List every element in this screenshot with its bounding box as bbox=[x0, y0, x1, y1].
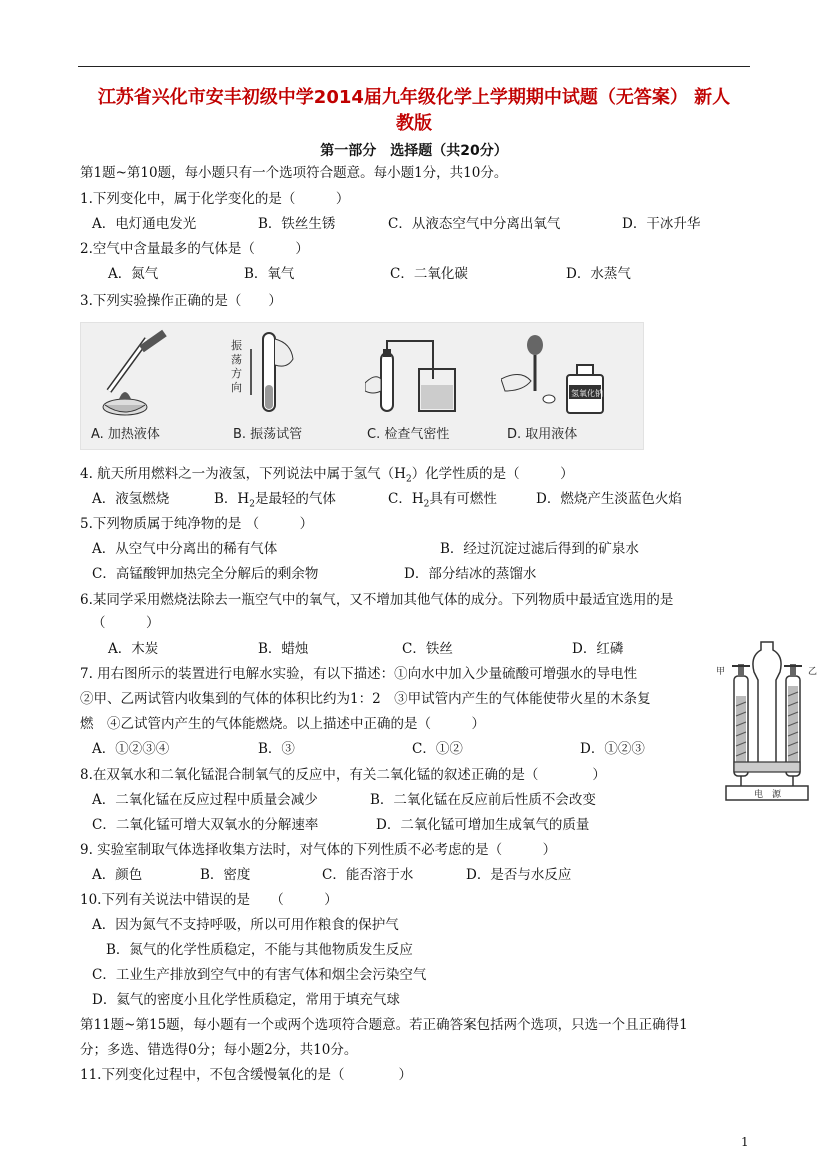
shake-char-1: 振 bbox=[231, 339, 242, 352]
q4-stem: 4. 航天所用燃料之一为液氢，下列说法中属于氢气$(H_2)$化学性质的是（ ） bbox=[80, 466, 574, 485]
q1-option-b: B．铁丝生锈 bbox=[258, 216, 336, 232]
shake-char-4: 向 bbox=[231, 381, 242, 394]
tube-yi-label: 乙 bbox=[808, 667, 818, 677]
power-source-label: 电 源 bbox=[754, 790, 782, 800]
title-line-2: 教版 bbox=[396, 113, 432, 134]
q5-option-a: A．从空气中分离出的稀有气体 bbox=[92, 541, 278, 557]
q10-option-a: A．因为氮气不支持呼吸，所以可用作粮食的保护气 bbox=[92, 917, 399, 933]
q2-option-c: C．二氧化碳 bbox=[390, 266, 468, 282]
q7-option-b: B．③ bbox=[258, 741, 295, 757]
q6-option-c: C．铁丝 bbox=[402, 641, 453, 657]
q11-stem: 11.下列变化过程中，不包含缓慢氧化的是（ ） bbox=[80, 1067, 412, 1083]
q1-option-d: D．干冰升华 bbox=[622, 216, 701, 232]
q7-line-3: 燃 ④乙试管内产生的气体能燃烧。以上描述中正确的是（ ） bbox=[80, 716, 485, 732]
q2-option-a: A．氮气 bbox=[108, 266, 159, 282]
q8-stem: 8.在双氧水和二氧化锰混合制氧气的反应中，有关二氧化锰的叙述正确的是（ ） bbox=[80, 767, 606, 783]
header-rule bbox=[78, 66, 750, 67]
q5-option-d: D．部分结冰的蒸馏水 bbox=[404, 566, 537, 582]
section-2-instructions-line-1: 第11题~第15题，每小题有一个或两个选项符合题意。若正确答案包括两个选项，只选一个且正确得1 bbox=[80, 1017, 688, 1033]
shake-char-3: 方 bbox=[231, 367, 242, 380]
q6-option-a: A．木炭 bbox=[108, 641, 159, 657]
page-number: 1 bbox=[741, 1135, 749, 1149]
q8-option-c: C．二氧化锰可增大双氧水的分解速率 bbox=[92, 817, 319, 833]
q5-option-b: B．经过沉淀过滤后得到的矿泉水 bbox=[440, 541, 639, 557]
q7-option-c: C．①② bbox=[412, 741, 463, 757]
q6-option-d: D．红磷 bbox=[572, 641, 624, 657]
airtightness-check-illustration bbox=[365, 329, 465, 421]
reagent-bottle-label: 氢氧化钠 bbox=[571, 389, 603, 398]
q9-option-c: C．能否溶于水 bbox=[322, 867, 414, 883]
q3-fig-label-a: A. 加热液体 bbox=[91, 427, 160, 442]
q9-option-a: A．颜色 bbox=[92, 867, 143, 883]
q3-fig-label-c: C. 检查气密性 bbox=[367, 427, 450, 442]
q10-option-d: D．氦气的密度小且化学性质稳定，常用于填充气球 bbox=[92, 992, 400, 1008]
q6-stem: 6.某同学采用燃烧法除去一瓶空气中的氧气，又不增加其他气体的成分。下列物质中最适宜选用的是 bbox=[80, 592, 674, 608]
q9-option-d: D．是否与水反应 bbox=[466, 867, 572, 883]
title-line-1: 江苏省兴化市安丰初级中学2014届九年级化学上学期期中试题（无答案） 新人 bbox=[97, 87, 731, 108]
q4-option-a: A．液氢燃烧 bbox=[92, 491, 170, 507]
q3-fig-label-d: D. 取用液体 bbox=[507, 427, 578, 442]
q4-option-c: C．$H_2$具有可燃性 bbox=[388, 491, 497, 510]
q5-stem: 5.下列物质属于纯净物的是 （ ） bbox=[80, 516, 314, 532]
q8-option-b: B．二氧化锰在反应前后性质不会改变 bbox=[370, 792, 596, 808]
q1-stem: 1.下列变化中，属于化学变化的是（ ） bbox=[80, 191, 350, 207]
shaking-tube-illustration bbox=[227, 329, 307, 421]
q4-option-d: D．燃烧产生淡蓝色火焰 bbox=[536, 491, 682, 507]
q1-option-a: A．电灯通电发光 bbox=[92, 216, 197, 232]
q3-figure-lab-operations bbox=[80, 322, 644, 450]
q8-option-a: A．二氧化锰在反应过程中质量会减少 bbox=[92, 792, 318, 808]
shake-char-2: 荡 bbox=[231, 353, 242, 366]
q1-option-c: C．从液态空气中分离出氧气 bbox=[388, 216, 561, 232]
q9-stem: 9. 实验室制取气体选择收集方法时，对气体的下列性质不必考虑的是（ ） bbox=[80, 842, 557, 858]
q7-line-2: ②甲、乙两试管内收集到的气体的体积比约为1：2 ③甲试管内产生的气体能使带火星的木条复 bbox=[80, 691, 651, 707]
electrolysis-apparatus-figure bbox=[712, 636, 822, 802]
q6-option-b: B．蜡烛 bbox=[258, 641, 309, 657]
q4-option-b: B．$H_2$是最轻的气体 bbox=[214, 491, 336, 510]
section-1-instructions: 第1题~第10题，每小题只有一个选项符合题意。每小题1分，共10分。 bbox=[80, 165, 508, 181]
q10-option-c: C．工业生产排放到空气中的有害气体和烟尘会污染空气 bbox=[92, 967, 427, 983]
section-1-title: 第一部分 选择题（共20分） bbox=[320, 143, 508, 159]
q10-stem: 10.下列有关说法中错误的是 （ ） bbox=[80, 892, 338, 908]
q5-option-c: C．高锰酸钾加热完全分解后的剩余物 bbox=[92, 566, 319, 582]
q2-option-b: B．氧气 bbox=[244, 266, 295, 282]
heating-liquid-illustration bbox=[95, 329, 175, 421]
section-2-instructions-line-2: 分；多选、错选得0分；每小题2分，共10分。 bbox=[80, 1042, 358, 1058]
q7-option-a: A．①②③④ bbox=[92, 741, 170, 757]
taking-liquid-illustration bbox=[501, 329, 621, 421]
q3-stem: 3.下列实验操作正确的是（ ） bbox=[80, 293, 282, 309]
q7-line-1: 7. 用右图所示的装置进行电解水实验，有以下描述：①向水中加入少量硫酸可增强水的导电性 bbox=[80, 666, 638, 682]
q8-option-d: D．二氧化锰可增加生成氧气的质量 bbox=[376, 817, 590, 833]
q3-fig-label-b: B. 振荡试管 bbox=[233, 427, 303, 442]
q9-option-b: B．密度 bbox=[200, 867, 251, 883]
exam-title bbox=[78, 85, 750, 137]
q10-option-b: B．氮气的化学性质稳定，不能与其他物质发生反应 bbox=[106, 942, 413, 958]
q6-stem-cont: （ ） bbox=[92, 615, 160, 631]
q2-option-d: D．水蒸气 bbox=[566, 266, 631, 282]
tube-jia-label: 甲 bbox=[716, 667, 726, 677]
q7-option-d: D．①②③ bbox=[580, 741, 645, 757]
q2-stem: 2.空气中含量最多的气体是（ ） bbox=[80, 241, 309, 257]
